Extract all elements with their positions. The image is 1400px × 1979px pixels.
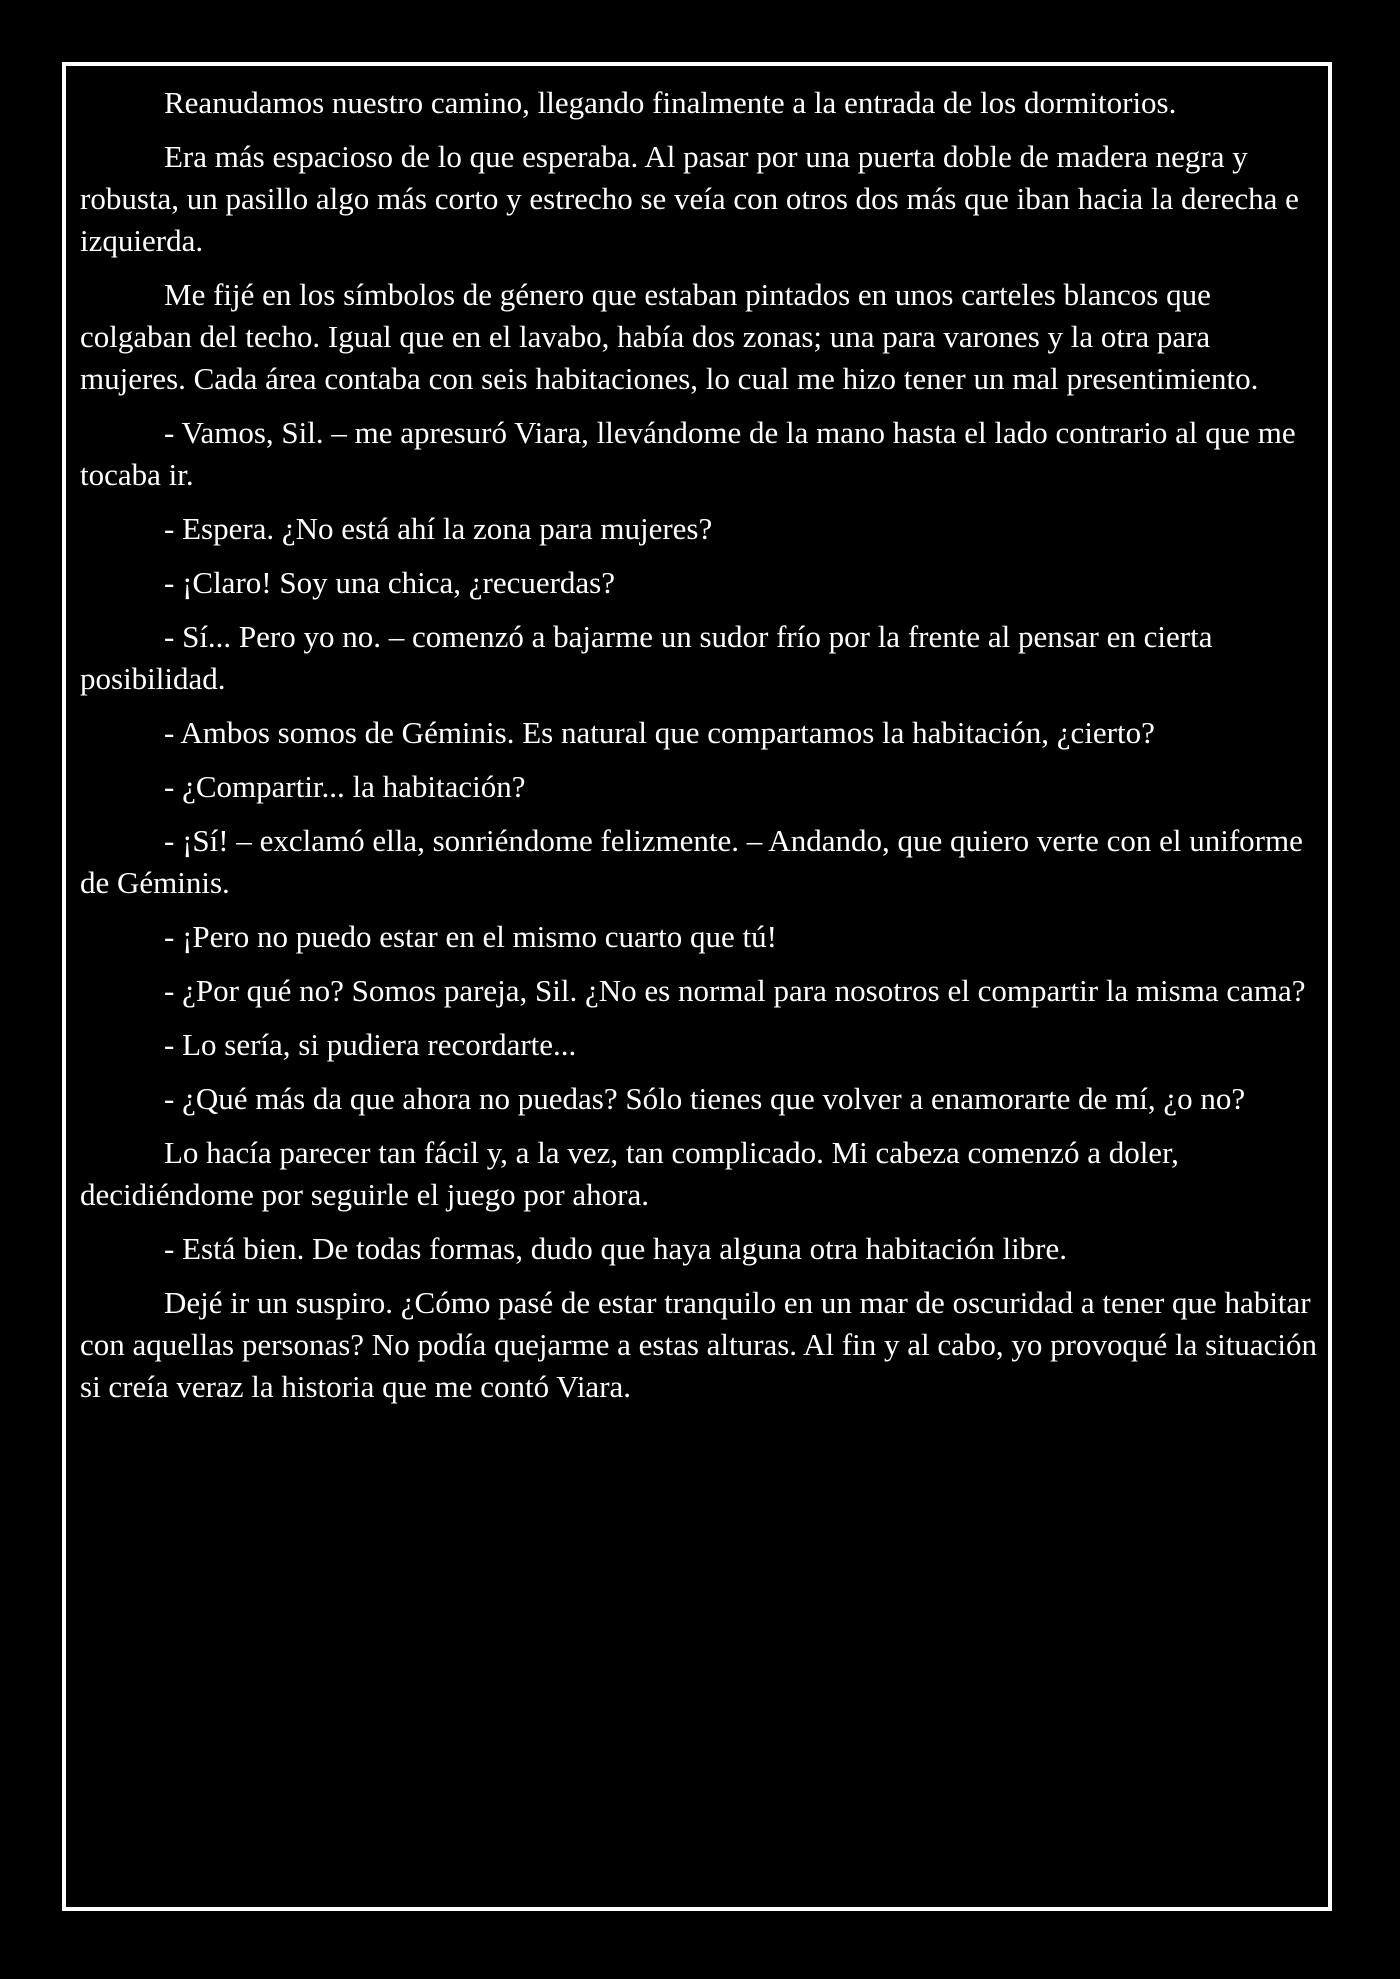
paragraph-14: - ¿Qué más da que ahora no puedas? Sólo tienes que volver a enamorarte de mí, ¿o no?	[164, 1081, 1246, 1116]
paragraph-9: - ¿Compartir... la habitación?	[164, 769, 526, 804]
paragraph-6: - ¡Claro! Soy una chica, ¿recuerdas?	[164, 565, 615, 600]
paragraph-10: - ¡Sí! – exclamó ella, sonriéndome felizmente. – Andando, que quiero verte con el uniforme de Géminis.	[80, 823, 1303, 900]
paragraph-12: - ¿Por qué no? Somos pareja, Sil. ¿No es normal para nosotros el compartir la misma cama?	[164, 973, 1306, 1008]
paragraph-7: - Sí... Pero yo no. – comenzó a bajarme un sudor frío por la frente al pensar en cierta posibilidad.	[80, 619, 1213, 696]
paragraph-1: Reanudamos nuestro camino, llegando finalmente a la entrada de los dormitorios.	[164, 85, 1177, 120]
paragraph-17: Dejé ir un suspiro. ¿Cómo pasé de estar tranquilo en un mar de oscuridad a tener que habitar con aquellas personas? No podía quejarme a estas alturas. Al fin y al cabo, yo provoqué la situación si creía veraz la historia que me contó Viara.	[80, 1285, 1318, 1404]
paragraph-15: Lo hacía parecer tan fácil y, a la vez, tan complicado. Mi cabeza comenzó a doler, decidiéndome por seguirle el juego por ahora.	[80, 1135, 1179, 1212]
paragraph-2: Era más espacioso de lo que esperaba. Al pasar por una puerta doble de madera negra y robusta, un pasillo algo más corto y estrecho se veía con otros dos más que iban hacia la derecha e izquierda.	[80, 139, 1299, 258]
paragraph-5: - Espera. ¿No está ahí la zona para mujeres?	[164, 511, 713, 546]
paragraph-3: Me fijé en los símbolos de género que estaban pintados en unos carteles blancos que colgaban del techo. Igual que en el lavabo, había dos zonas; una para varones y la otra para mujeres. Cada área contaba con seis habitaciones, lo cual me hizo tener un mal presentimiento.	[80, 277, 1259, 396]
paragraph-16: - Está bien. De todas formas, dudo que haya alguna otra habitación libre.	[164, 1231, 1068, 1266]
story-text	[80, 82, 1320, 1420]
paragraph-8: - Ambos somos de Géminis. Es natural que compartamos la habitación, ¿cierto?	[164, 715, 1155, 750]
paragraph-4: - Vamos, Sil. – me apresuró Viara, llevándome de la mano hasta el lado contrario al que me tocaba ir.	[80, 415, 1296, 492]
paragraph-11: - ¡Pero no puedo estar en el mismo cuarto que tú!	[164, 919, 777, 954]
paragraph-13: - Lo sería, si pudiera recordarte...	[164, 1027, 577, 1062]
